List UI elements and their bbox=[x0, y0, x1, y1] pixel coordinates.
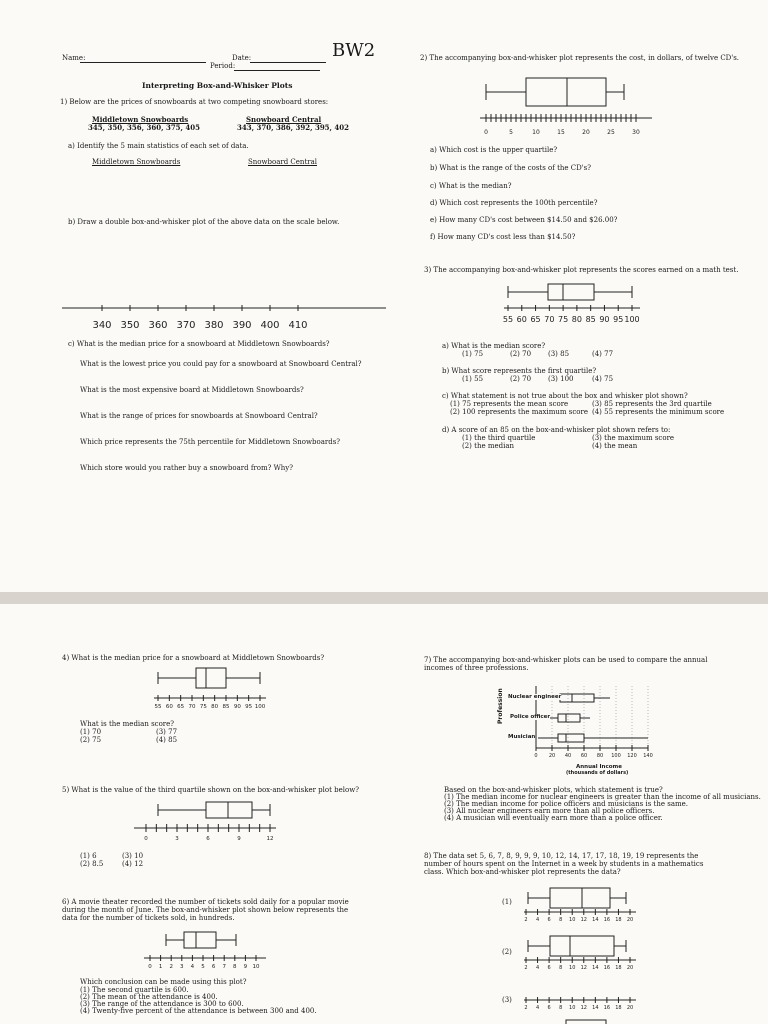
q8-axis-tick-label: 18 bbox=[615, 1005, 622, 1011]
q8-axis-tick-label: 4 bbox=[535, 917, 540, 923]
q3-axis-tick-label: 55 bbox=[502, 315, 514, 324]
q4-axis-tick-label: 55 bbox=[154, 704, 162, 710]
price-scale-tick-label: 360 bbox=[148, 320, 168, 331]
q7-row-police: Police officer bbox=[510, 714, 551, 720]
q6-axis-tick-label: 0 bbox=[148, 964, 152, 970]
q4-axis-tick-label: 60 bbox=[165, 704, 173, 710]
q2-e: e) How many CD's cost between $14.50 and $26.00? bbox=[430, 216, 618, 224]
q8-option-3-plot[interactable] bbox=[520, 984, 640, 1024]
q8-axis-tick-label: 12 bbox=[580, 1005, 587, 1011]
column-snowboard-central: Snowboard Central bbox=[248, 158, 318, 166]
q3-a: a) What is the median score? bbox=[442, 342, 546, 350]
period-blank[interactable] bbox=[234, 70, 320, 71]
q6-prompt: 6) A movie theater recorded the number of tickets sold daily for a popular movie during the month of June. The box-and-whisker plot shown below represents the data for the number of tickets sold, in hundreds. bbox=[62, 898, 349, 923]
q4-axis-tick-label: 95 bbox=[245, 704, 253, 710]
q4-choice-2[interactable]: (2) 75 bbox=[80, 736, 102, 744]
q2-box-plot bbox=[476, 74, 656, 144]
q8-axis-tick-label: 18 bbox=[615, 917, 622, 923]
q7-axis-tick-label: 20 bbox=[548, 753, 556, 759]
q3-axis-tick-label: 80 bbox=[571, 315, 582, 324]
q7-axis-tick-label: 0 bbox=[534, 753, 538, 759]
q8-axis-tick-label: 14 bbox=[592, 1005, 599, 1011]
q1-lowest-question: What is the lowest price you could pay for a snowboard at Snowboard Central? bbox=[80, 360, 362, 368]
q8-axis-tick-label: 20 bbox=[626, 917, 634, 923]
q7-y-axis-label: Profession bbox=[497, 688, 504, 724]
q6-choice-2[interactable]: (2) The mean of the attendance is 400. bbox=[80, 993, 218, 1001]
q8-axis-tick-label: 18 bbox=[615, 965, 622, 971]
q5-axis-tick-label: 3 bbox=[175, 836, 179, 842]
q2-c: c) What is the median? bbox=[430, 182, 512, 190]
q8-axis-tick-label: 10 bbox=[569, 965, 576, 971]
q8-option-2-label[interactable]: (2) bbox=[502, 948, 512, 956]
q4-box-plot bbox=[150, 666, 270, 716]
q8-axis-tick-label: 10 bbox=[569, 917, 576, 923]
q3-prompt: 3) The accompanying box-and-whisker plot represents the scores earned on a math test. bbox=[424, 266, 739, 274]
q5-choice-1[interactable]: (1) 6 bbox=[80, 852, 97, 860]
worksheet-code: BW2 bbox=[332, 40, 376, 61]
q3-a-choice-3[interactable]: (3) 85 bbox=[548, 350, 570, 358]
q2-axis-tick-label: 5 bbox=[509, 129, 513, 136]
q8-axis-tick-label: 12 bbox=[580, 917, 587, 923]
q2-axis-tick-label: 10 bbox=[532, 129, 540, 136]
q6-sub: Which conclusion can be made using this plot? bbox=[80, 978, 247, 986]
column-middletown: Middletown Snowboards bbox=[92, 158, 181, 166]
q1-range-question: What is the range of prices for snowboards at Snowboard Central? bbox=[80, 412, 318, 420]
q4-axis-tick-label: 65 bbox=[177, 704, 185, 710]
q4-sub: What is the median score? bbox=[80, 720, 175, 728]
q3-c-choice-1[interactable]: (1) 75 represents the mean score bbox=[450, 400, 569, 408]
price-scale-tick-label: 340 bbox=[92, 320, 112, 331]
q3-b-choice-1[interactable]: (1) 55 bbox=[462, 375, 484, 383]
q3-c: c) What statement is not true about the box and whisker plot shown? bbox=[442, 392, 688, 400]
q3-c-choice-2[interactable]: (2) 100 represents the maximum score bbox=[450, 408, 588, 416]
price-scale-tick-label: 350 bbox=[120, 320, 140, 331]
q4-choice-4[interactable]: (4) 85 bbox=[156, 736, 178, 744]
q4-axis-tick-label: 100 bbox=[254, 704, 266, 710]
q3-box-plot bbox=[500, 280, 650, 330]
date-blank[interactable] bbox=[250, 62, 326, 63]
q7-prompt: 7) The accompanying box-and-whisker plots can be used to compare the annual incomes of three professions. bbox=[424, 656, 708, 673]
q2-axis-tick-label: 15 bbox=[557, 129, 565, 136]
q4-choice-3[interactable]: (3) 77 bbox=[156, 728, 178, 736]
q2-axis-tick-label: 30 bbox=[632, 129, 640, 136]
q5-axis-tick-label: 6 bbox=[206, 836, 210, 842]
q2-axis-tick-label: 0 bbox=[484, 129, 488, 136]
q5-choice-4[interactable]: (4) 12 bbox=[122, 860, 144, 868]
q7-axis-tick-label: 140 bbox=[643, 753, 653, 759]
q3-axis-tick-label: 70 bbox=[544, 315, 555, 324]
q2-prompt: 2) The accompanying box-and-whisker plot represents the cost, in dollars, of twelve CD's. bbox=[420, 54, 740, 62]
q8-axis-tick-label: 6 bbox=[547, 965, 551, 971]
q7-sub: Based on the box-and-whisker plots, which statement is true? bbox=[444, 786, 663, 794]
q7-axis-tick-label: 100 bbox=[611, 753, 621, 759]
q6-choice-3[interactable]: (3) The range of the attendance is 300 to 600. bbox=[80, 1000, 244, 1008]
q4-axis-tick-label: 70 bbox=[188, 704, 196, 710]
q6-axis-tick-label: 1 bbox=[158, 964, 163, 970]
q2-b: b) What is the range of the costs of the CD's? bbox=[430, 164, 592, 172]
q3-b-choice-4[interactable]: (4) 75 bbox=[592, 375, 614, 383]
page-title: Interpreting Box-and-Whisker Plots bbox=[142, 81, 293, 90]
q8-option-2-plot[interactable] bbox=[520, 932, 640, 972]
price-scale bbox=[60, 304, 390, 331]
price-scale-tick-label: 370 bbox=[176, 320, 196, 331]
q6-axis-tick-label: 10 bbox=[252, 964, 260, 970]
q8-axis-tick-label: 14 bbox=[592, 917, 599, 923]
q6-axis-tick-label: 5 bbox=[201, 964, 205, 970]
q1-store-question: Which store would you rather buy a snowboard from? Why? bbox=[80, 464, 294, 472]
q1-expensive-question: What is the most expensive board at Middletown Snowboards? bbox=[80, 386, 304, 394]
q1-part-c: c) What is the median price for a snowboard at Middletown Snowboards? bbox=[68, 340, 330, 348]
q3-axis-tick-label: 100 bbox=[624, 315, 640, 324]
q8-axis-tick-label: 2 bbox=[524, 965, 528, 971]
q4-axis-tick-label: 80 bbox=[211, 704, 219, 710]
q1-percentile-question: Which price represents the 75th percentile for Middletown Snowboards? bbox=[80, 438, 341, 446]
q7-axis-tick-label: 60 bbox=[580, 753, 588, 759]
name-label: Name: bbox=[62, 54, 86, 62]
q4-prompt: 4) What is the median price for a snowboard at Middletown Snowboards? bbox=[62, 654, 325, 662]
q8-axis-tick-label: 10 bbox=[569, 1005, 576, 1011]
q7-axis-tick-label: 120 bbox=[627, 753, 637, 759]
q8-axis-tick-label: 8 bbox=[559, 1005, 563, 1011]
name-blank[interactable] bbox=[80, 62, 206, 63]
price-scale-tick-label: 400 bbox=[260, 320, 280, 331]
q3-b: b) What score represents the first quartile? bbox=[442, 367, 597, 375]
q3-b-choice-3[interactable]: (3) 100 bbox=[548, 375, 574, 383]
q8-axis-tick-label: 16 bbox=[603, 917, 611, 923]
q7-choice-4[interactable]: (4) A musician will eventually earn more than a police officer. bbox=[444, 814, 663, 822]
page-separator bbox=[0, 592, 768, 604]
q6-axis-tick-label: 4 bbox=[190, 964, 195, 970]
q2-axis-tick-label: 25 bbox=[607, 129, 615, 136]
q3-d-choice-1[interactable]: (1) the third quartile bbox=[462, 434, 536, 442]
period-label: Period: bbox=[210, 62, 236, 70]
store-b-prices: 343, 370, 386, 392, 395, 402 bbox=[237, 123, 350, 132]
q8-axis-tick-label: 6 bbox=[547, 917, 551, 923]
q6-choice-4[interactable]: (4) Twenty-five percent of the attendance is between 300 and 400. bbox=[80, 1007, 317, 1015]
q5-choice-3[interactable]: (3) 10 bbox=[122, 852, 144, 860]
q2-d: d) Which cost represents the 100th percentile? bbox=[430, 199, 598, 207]
q8-prompt: 8) The data set 5, 6, 7, 8, 9, 9, 9, 10, 12, 14, 17, 17, 18, 19, 19 represents the number of hours spent on the Internet in a week by students in a mathematics class. Which box-and-whisker plot represents the data? bbox=[424, 852, 704, 877]
q5-axis-tick-label: 9 bbox=[237, 836, 241, 842]
q3-c-choice-3[interactable]: (3) 85 represents the 3rd quartile bbox=[592, 400, 712, 408]
q4-axis-tick-label: 90 bbox=[233, 704, 241, 710]
q3-b-choice-2[interactable]: (2) 70 bbox=[510, 375, 532, 383]
q6-axis-tick-label: 3 bbox=[180, 964, 184, 970]
q8-axis-tick-label: 6 bbox=[547, 1005, 551, 1011]
q8-axis-tick-label: 16 bbox=[603, 965, 611, 971]
q7-choice-1[interactable]: (1) The median income for nuclear engineers is greater than the income of all musicians. bbox=[444, 793, 761, 801]
q8-axis-tick-label: 4 bbox=[535, 965, 540, 971]
q6-axis-tick-label: 9 bbox=[243, 964, 248, 970]
q6-axis-tick-label: 7 bbox=[222, 964, 226, 970]
q8-axis-tick-label: 20 bbox=[626, 1005, 634, 1011]
q3-a-choice-1[interactable]: (1) 75 bbox=[462, 350, 484, 358]
q7-x-axis-label: Annual Income bbox=[576, 764, 622, 770]
q5-axis-tick-label: 12 bbox=[266, 836, 274, 842]
q3-axis-tick-label: 90 bbox=[599, 315, 610, 324]
q3-d: d) A score of an 85 on the box-and-whisker plot shown refers to: bbox=[442, 426, 671, 434]
q3-d-choice-2[interactable]: (2) the median bbox=[462, 442, 515, 450]
q6-axis-tick-label: 2 bbox=[169, 964, 173, 970]
store-b-name: Snowboard Central bbox=[246, 115, 322, 124]
q3-c-choice-4[interactable]: (4) 55 represents the minimum score bbox=[592, 408, 725, 416]
q8-axis-tick-label: 8 bbox=[559, 965, 563, 971]
q4-axis-tick-label: 85 bbox=[222, 704, 230, 710]
q3-axis-tick-label: 85 bbox=[585, 315, 596, 324]
date-label: Date: bbox=[232, 54, 252, 62]
q6-box-plot bbox=[140, 928, 270, 974]
q8-option-1-plot[interactable] bbox=[520, 884, 640, 924]
q3-d-choice-4[interactable]: (4) the mean bbox=[592, 442, 638, 450]
q3-axis-tick-label: 95 bbox=[613, 315, 624, 324]
q4-choice-1[interactable]: (1) 70 bbox=[80, 728, 102, 736]
q7-choice-3[interactable]: (3) All nuclear engineers earn more than all police officers. bbox=[444, 807, 655, 815]
store-a-name: Middletown Snowboards bbox=[92, 115, 189, 124]
q8-axis-tick-label: 2 bbox=[524, 917, 528, 923]
q8-axis-tick-label: 14 bbox=[592, 965, 599, 971]
q6-choice-1[interactable]: (1) The second quartile is 600. bbox=[80, 986, 189, 994]
q2-f: f) How many CD's cost less than $14.50? bbox=[430, 233, 576, 241]
q3-axis-tick-label: 65 bbox=[530, 315, 541, 324]
q8-axis-tick-label: 4 bbox=[535, 1005, 540, 1011]
q5-choice-2[interactable]: (2) 8.5 bbox=[80, 860, 104, 868]
q7-choice-2[interactable]: (2) The median income for police officers and musicians is the same. bbox=[444, 800, 689, 808]
q8-axis-tick-label: 8 bbox=[559, 917, 563, 923]
q8-axis-tick-label: 2 bbox=[524, 1005, 528, 1011]
q1-part-a: a) Identify the 5 main statistics of each set of data. bbox=[68, 142, 249, 150]
q3-a-choice-4[interactable]: (4) 77 bbox=[592, 350, 614, 358]
q7-axis-tick-label: 40 bbox=[564, 753, 572, 759]
q2-axis-tick-label: 20 bbox=[582, 129, 590, 136]
q4-axis-tick-label: 75 bbox=[199, 704, 207, 710]
q8-axis-tick-label: 20 bbox=[626, 965, 634, 971]
q3-d-choice-3[interactable]: (3) the maximum score bbox=[592, 434, 675, 442]
q8-axis-tick-label: 12 bbox=[580, 965, 587, 971]
store-a-prices: 345, 350, 356, 360, 375, 405 bbox=[88, 123, 201, 132]
q5-prompt: 5) What is the value of the third quartile shown on the box-and-whisker plot below? bbox=[62, 786, 359, 794]
q3-axis-tick-label: 60 bbox=[516, 315, 527, 324]
q6-axis-tick-label: 8 bbox=[233, 964, 237, 970]
price-scale-tick-label: 390 bbox=[232, 320, 252, 331]
q1-part-b: b) Draw a double box-and-whisker plot of the above data on the scale below. bbox=[68, 218, 340, 226]
price-scale-tick-label: 410 bbox=[288, 320, 308, 331]
q8-axis-tick-label: 16 bbox=[603, 1005, 611, 1011]
q7-row-musician: Musician bbox=[508, 734, 536, 740]
q3-axis-tick-label: 75 bbox=[558, 315, 569, 324]
q1-prompt: 1) Below are the prices of snowboards at two competing snowboard stores: bbox=[60, 98, 329, 106]
q2-a: a) Which cost is the upper quartile? bbox=[430, 146, 558, 154]
q6-axis-tick-label: 6 bbox=[211, 964, 216, 970]
q7-axis-tick-label: 80 bbox=[596, 753, 604, 759]
q8-option-3-label[interactable]: (3) bbox=[502, 996, 512, 1004]
q7-row-nuclear: Nuclear engineer bbox=[508, 694, 562, 700]
q5-axis-tick-label: 0 bbox=[144, 836, 148, 842]
price-scale-tick-label: 380 bbox=[204, 320, 224, 331]
q7-x-axis-units: (thousands of dollars) bbox=[566, 770, 629, 776]
q8-option-1-label[interactable]: (1) bbox=[502, 898, 512, 906]
q5-box-plot bbox=[130, 798, 280, 844]
worksheet-page-2 bbox=[0, 604, 768, 1024]
q3-a-choice-2[interactable]: (2) 70 bbox=[510, 350, 532, 358]
